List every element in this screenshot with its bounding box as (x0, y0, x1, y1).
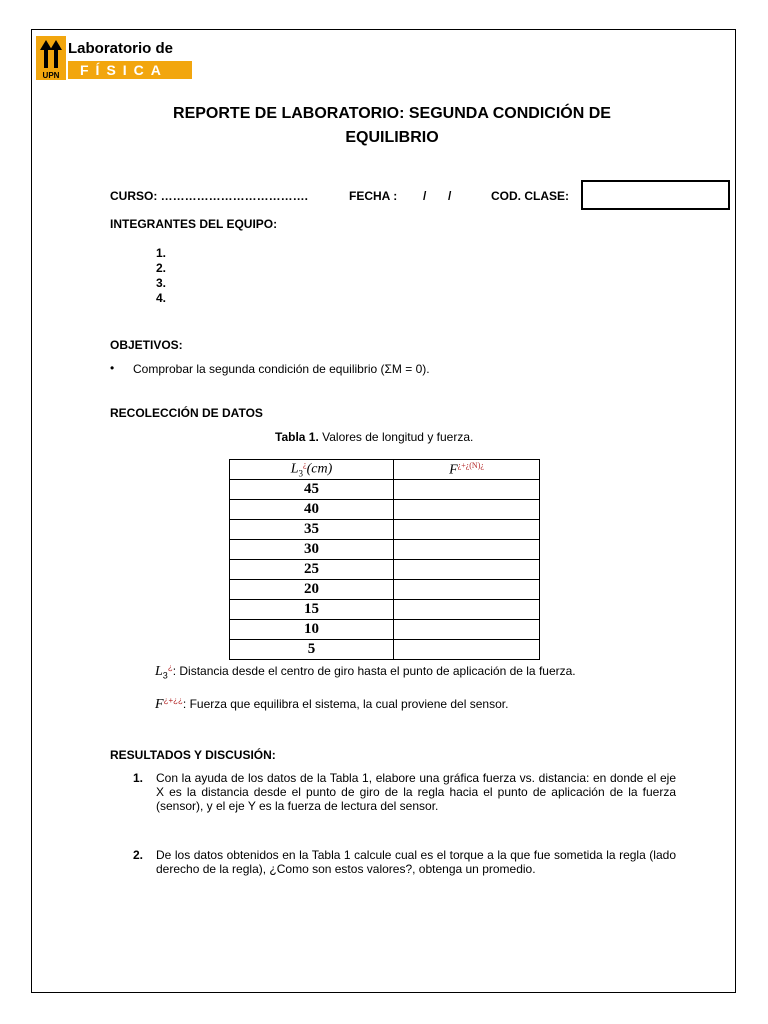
team-heading: INTEGRANTES DEL EQUIPO: (110, 217, 278, 231)
length-value: 30 (230, 540, 394, 560)
table-caption-text: Valores de longitud y fuerza. (318, 430, 474, 444)
definition-force: F¿+¿¿: Fuerza que equilibra el sistema, la cual proviene del sensor. (155, 696, 509, 712)
table-row (230, 500, 540, 520)
title-line2: EQUILIBRIO (345, 129, 439, 146)
length-value: 35 (230, 520, 394, 540)
cod-clase-box[interactable] (581, 180, 730, 210)
data-table (229, 459, 540, 660)
objectives-heading: OBJETIVOS: (110, 338, 183, 352)
table-row (230, 640, 540, 660)
team-member-4: 4. (156, 291, 167, 305)
col-length-header: $L_3^¿(cm)$ (230, 460, 394, 480)
bullet-icon: • (110, 361, 115, 375)
length-value: 15 (230, 600, 394, 620)
force-cell[interactable] (394, 520, 540, 540)
table-row (230, 520, 540, 540)
report-title (100, 102, 684, 150)
table-row (230, 620, 540, 640)
force-cell[interactable] (394, 600, 540, 620)
force-cell[interactable] (394, 480, 540, 500)
table-row (230, 560, 540, 580)
fecha-label: FECHA : (349, 189, 398, 203)
objective-item: Comprobar la segunda condición de equilibrio (ΣM = 0). (133, 362, 430, 376)
lab-logo (36, 36, 192, 80)
table-caption (275, 430, 473, 444)
table-caption-bold: Tabla 1. (275, 430, 319, 444)
col-force-header: $F^{¿+¿(N)¿}$ (394, 460, 540, 480)
length-value: 45 (230, 480, 394, 500)
curso-field[interactable]: CURSO: ………………………………. (110, 189, 308, 203)
force-cell[interactable] (394, 500, 540, 520)
force-cell[interactable] (394, 560, 540, 580)
force-cell[interactable] (394, 640, 540, 660)
table-row (230, 600, 540, 620)
length-value: 5 (230, 640, 394, 660)
team-list (156, 246, 166, 306)
team-member-2: 2. (156, 261, 167, 275)
fecha-slash-1: / (423, 189, 427, 203)
length-value: 10 (230, 620, 394, 640)
result-item-2-number: 2. (133, 848, 144, 862)
force-cell[interactable] (394, 620, 540, 640)
definition-length: $L_3^¿$: Distancia desde el centro de giro hasta el punto de aplicación de la fuerza. (155, 663, 576, 681)
logo-line2: FÍSICA (80, 62, 168, 78)
logo-band (68, 61, 192, 79)
table-row (230, 540, 540, 560)
fecha-slash-2: / (448, 189, 452, 203)
table-row (230, 480, 540, 500)
table-row (230, 580, 540, 600)
team-member-1: 1. (156, 246, 167, 260)
team-member-3: 3. (156, 276, 167, 290)
force-cell[interactable] (394, 540, 540, 560)
title-line1: REPORTE DE LABORATORIO: SEGUNDA CONDICIÓN DE (173, 105, 611, 122)
results-heading: RESULTADOS Y DISCUSIÓN: (110, 748, 276, 762)
upn-logo-icon (36, 36, 66, 80)
length-value: 25 (230, 560, 394, 580)
force-cell[interactable] (394, 580, 540, 600)
result-item-1-number: 1. (133, 771, 144, 785)
data-heading: RECOLECCIÓN DE DATOS (110, 406, 263, 420)
table-header-row (230, 460, 540, 480)
length-value: 20 (230, 580, 394, 600)
result-item-1-text: Con la ayuda de los datos de la Tabla 1, elabore una gráfica fuerza vs. distancia: en donde el eje X es la distancia desde el punto de giro de la regla hacia el punto de aplicación de la fuerza (sensor), y el eje Y es la fuerza de lectura del sensor. (156, 771, 676, 813)
logo-abbr: UPN (42, 71, 60, 80)
logo-line1: Laboratorio de (68, 40, 174, 57)
result-item-2-text: De los datos obtenidos en la Tabla 1 calcule cual es el torque a la que fue sometida la regla (lado derecho de la regla), ¿Como son estos valores?, obtenga un promedio. (156, 848, 676, 876)
length-value: 40 (230, 500, 394, 520)
cod-clase-label: COD. CLASE: (491, 189, 569, 203)
